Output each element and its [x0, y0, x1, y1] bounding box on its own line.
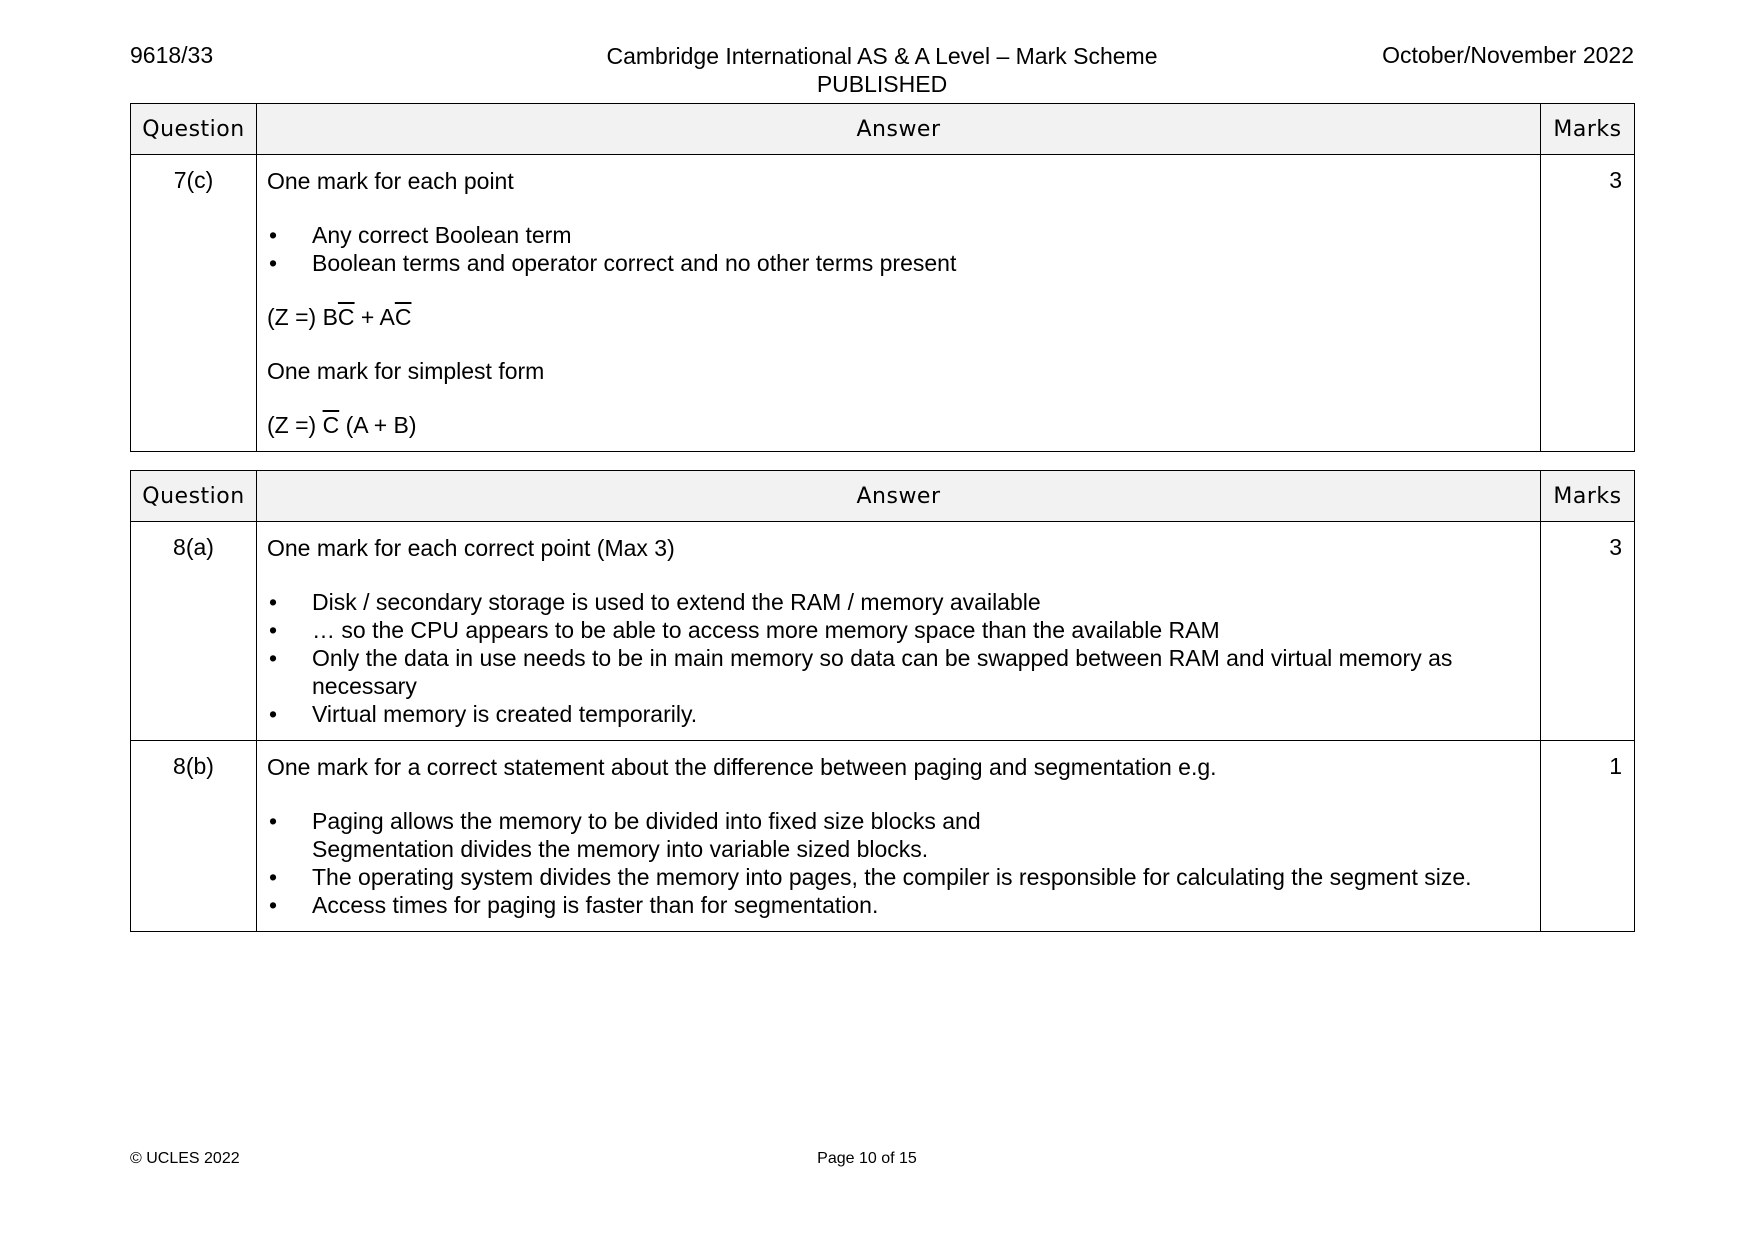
answer-intro: One mark for each correct point (Max 3) [267, 535, 675, 561]
table-header-row [131, 471, 1635, 522]
document-title-line1: Cambridge International AS & A Level – Mark Scheme [606, 43, 1158, 69]
answer-intro: One mark for a correct statement about the difference between paging and segmentation e.g. [267, 754, 1217, 780]
page-number: Page 10 of 15 [817, 1150, 917, 1167]
answer-bullet: • Access times for paging is faster than for segmentation. [267, 891, 1530, 919]
copyright-notice: © UCLES 2022 [130, 1150, 240, 1167]
marks-value: 3 [1541, 522, 1635, 741]
exam-session: October/November 2022 [1382, 42, 1634, 68]
table-row-8a [131, 522, 1635, 741]
mark-scheme-table-7 [130, 103, 1635, 452]
negated-c: $\overline{C}$ [394, 304, 412, 330]
answer-bullet: • … so the CPU appears to be able to access more memory space than the available RAM [267, 616, 1530, 644]
answer-bullet: • Only the data in use needs to be in main memory so data can be swapped between RAM and virtual memory as necessary [267, 644, 1530, 700]
marks-column-header: Marks [1541, 104, 1635, 155]
negated-c: $\overline{C}$ [337, 304, 355, 330]
question-number: 7(c) [131, 155, 257, 452]
answer-bullet: • Virtual memory is created temporarily. [267, 700, 1530, 728]
marks-column-header: Marks [1541, 471, 1635, 522]
answer-bullet: • Boolean terms and operator correct and no other terms present [267, 249, 1530, 277]
answer-bullet: • Paging allows the memory to be divided into fixed size blocks and Segmentation divides the memory into variable sized blocks. [267, 807, 1530, 863]
question-column-header: Question [131, 471, 257, 522]
marks-value: 3 [1541, 155, 1635, 452]
table-row-7c [131, 155, 1635, 452]
mark-scheme-table-8 [130, 470, 1635, 932]
table-header-row [131, 104, 1635, 155]
question-column-header: Question [131, 104, 257, 155]
boolean-expression: (Z =) $B\overline{C} + A\overline{C}$ [267, 304, 412, 330]
answer-bullet-list [267, 221, 1530, 277]
answer-bullet-list [267, 807, 1530, 919]
answer-cell [257, 522, 1541, 741]
published-label: PUBLISHED [816, 71, 948, 97]
marks-value: 1 [1541, 741, 1635, 932]
answer-intro: One mark for each point [267, 168, 514, 194]
answer-bullet: • The operating system divides the memory into pages, the compiler is responsible for calculating the segment size. [267, 863, 1530, 891]
question-number: 8(a) [131, 522, 257, 741]
answer-column-header: Answer [257, 471, 1541, 522]
answer-bullet: • Any correct Boolean term [267, 221, 1530, 249]
table-row-8b [131, 741, 1635, 932]
syllabus-code: 9618/33 [130, 42, 214, 68]
simplest-form-label: One mark for simplest form [267, 358, 545, 384]
answer-column-header: Answer [257, 104, 1541, 155]
answer-cell [257, 741, 1541, 932]
question-number: 8(b) [131, 741, 257, 932]
answer-cell [257, 155, 1541, 452]
simplified-expression: (Z =) $\overline{C}$ (A + B) [267, 412, 417, 438]
negated-c: $\overline{C}$ [322, 412, 340, 438]
page-header [130, 42, 1634, 102]
answer-bullet: • Disk / secondary storage is used to extend the RAM / memory available [267, 588, 1530, 616]
answer-bullet-list [267, 588, 1530, 728]
